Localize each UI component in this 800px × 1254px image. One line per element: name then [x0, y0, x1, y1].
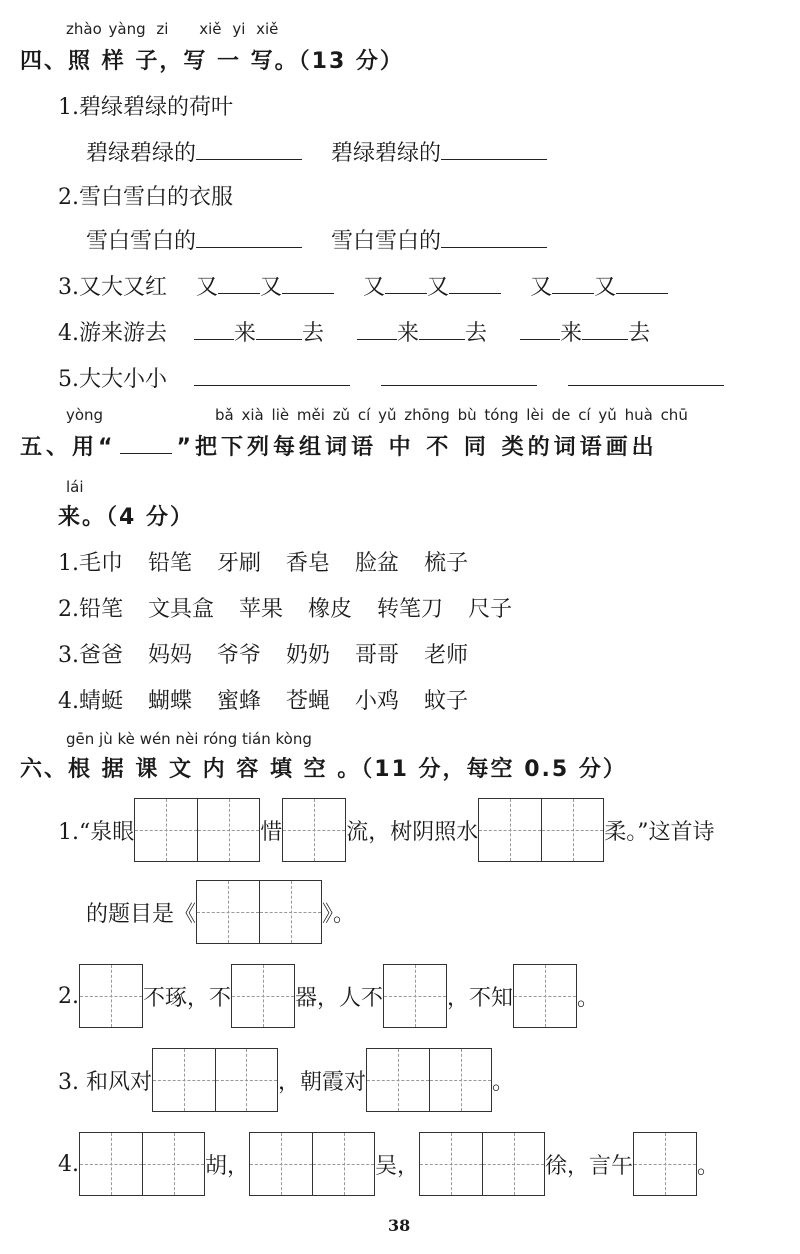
answer-blank[interactable] — [441, 139, 547, 160]
section-5-title-cont: 把下列每组词语 中 不 同 类的词语画出 — [194, 435, 658, 460]
pattern-char: 来 — [234, 321, 257, 346]
pinyin: yi — [232, 20, 246, 38]
pattern-char: 去 — [628, 321, 651, 346]
question-label: 1.碧绿碧绿的荷叶 — [58, 95, 233, 120]
question-prefix: 雪白雪白的 — [86, 229, 197, 254]
word[interactable]: 4.蜻蜓 — [58, 689, 123, 714]
pinyin: tián — [242, 730, 271, 748]
section-4-title: 四、照 样 子，写 一 写。（13 分） — [20, 49, 404, 74]
question-text: ，不知 — [447, 985, 514, 1011]
question-prefix: 碧绿碧绿的 — [86, 141, 197, 166]
answer-blank[interactable] — [282, 273, 334, 294]
word[interactable]: 妈妈 — [148, 643, 193, 668]
answer-blank[interactable] — [385, 273, 427, 294]
pattern-char: 又 — [530, 275, 553, 300]
pinyin: cí — [357, 406, 371, 424]
question-prefix: 雪白雪白的 — [331, 229, 442, 254]
section-5-title-end: 来。（4 分） — [58, 505, 194, 530]
word[interactable]: 苹果 — [239, 597, 284, 622]
question-text: 4. — [58, 1151, 79, 1177]
pinyin: xiě — [256, 20, 279, 38]
question-text: 2. — [58, 983, 79, 1009]
pinyin: gēn — [66, 730, 95, 748]
question-label: 2.雪白雪白的衣服 — [58, 185, 233, 210]
pinyin: yàng — [108, 20, 146, 38]
character-grid[interactable] — [231, 964, 295, 1028]
word[interactable]: 脸盆 — [355, 551, 400, 576]
pinyin: kè — [117, 730, 135, 748]
pattern-char: 又 — [594, 275, 617, 300]
pinyin: liè — [271, 406, 290, 424]
pinyin: cí — [578, 406, 591, 424]
character-grid[interactable] — [249, 1132, 375, 1196]
answer-blank[interactable] — [194, 365, 350, 386]
pinyin: wén — [139, 730, 171, 748]
word[interactable]: 老师 — [424, 643, 469, 668]
word[interactable]: 2.铅笔 — [58, 597, 123, 622]
question-text: 流，树阴照水 — [346, 819, 479, 845]
character-grid[interactable] — [383, 964, 447, 1028]
word[interactable]: 1.毛巾 — [58, 551, 123, 576]
pinyin: nèi — [175, 730, 199, 748]
page-number: 38 — [388, 1216, 411, 1235]
character-grid[interactable] — [152, 1048, 278, 1112]
pattern-char: 来 — [397, 321, 420, 346]
word[interactable]: 3.爸爸 — [58, 643, 123, 668]
pinyin: chū — [660, 406, 688, 424]
pinyin: kòng — [275, 730, 312, 748]
word[interactable]: 苍蝇 — [286, 689, 331, 714]
pinyin: jù — [99, 730, 113, 748]
question-text: 。 — [492, 1069, 515, 1095]
pinyin: róng — [203, 730, 238, 748]
pinyin: xià — [241, 406, 264, 424]
pinyin: yǔ — [598, 406, 617, 424]
question-text: 不琢，不 — [143, 985, 232, 1011]
question-text: 1.“泉眼 — [58, 819, 135, 845]
answer-blank[interactable] — [196, 227, 302, 248]
question-text: 的题目是《 — [86, 901, 197, 927]
character-grid[interactable] — [282, 798, 346, 862]
pattern-char: 又 — [196, 275, 219, 300]
pinyin: zi — [156, 20, 169, 38]
pattern-char: 又 — [260, 275, 283, 300]
character-grid[interactable] — [366, 1048, 492, 1112]
pinyin: de — [551, 406, 571, 424]
pattern-char: 又 — [363, 275, 386, 300]
question-label: 4.游来游去 — [58, 321, 167, 346]
word[interactable]: 香皂 — [286, 551, 331, 576]
word[interactable]: 哥哥 — [355, 643, 400, 668]
pinyin: tóng — [484, 406, 519, 424]
question-text: ，朝霞对 — [277, 1069, 366, 1095]
answer-blank[interactable] — [256, 319, 302, 340]
underline-sample — [120, 439, 172, 454]
word[interactable]: 橡皮 — [308, 597, 353, 622]
question-text: 。 — [577, 985, 600, 1011]
answer-blank[interactable] — [520, 319, 560, 340]
question-text: 》。 — [322, 901, 356, 927]
word[interactable]: 小鸡 — [355, 689, 400, 714]
character-grid[interactable] — [633, 1132, 697, 1196]
pinyin: lái — [66, 478, 84, 496]
character-grid[interactable] — [79, 964, 143, 1028]
answer-blank[interactable] — [419, 319, 465, 340]
answer-blank[interactable] — [616, 273, 668, 294]
pattern-char: 去 — [302, 321, 325, 346]
answer-blank[interactable] — [196, 139, 302, 160]
word[interactable]: 转笔刀 — [377, 597, 444, 622]
word[interactable]: 铅笔 — [148, 551, 193, 576]
word[interactable]: 蜜蜂 — [217, 689, 262, 714]
word[interactable]: 爷爷 — [217, 643, 262, 668]
word[interactable]: 蝴蝶 — [148, 689, 193, 714]
section-6-title: 六、根 据 课 文 内 容 填 空 。（11 分，每空 0.5 分） — [20, 757, 627, 782]
pinyin: huà — [624, 406, 653, 424]
word[interactable]: 文具盒 — [148, 597, 215, 622]
pinyin: bù — [457, 406, 477, 424]
pinyin: yòng — [66, 406, 104, 424]
pinyin: zhào — [66, 20, 102, 38]
character-grid[interactable] — [419, 1132, 545, 1196]
question-text: 。 — [697, 1153, 720, 1179]
answer-blank[interactable] — [218, 273, 260, 294]
answer-blank[interactable] — [552, 273, 594, 294]
question-text: 柔。”这首诗 — [604, 819, 715, 845]
word[interactable]: 牙刷 — [217, 551, 262, 576]
pinyin: zǔ — [332, 406, 351, 424]
character-grid[interactable] — [478, 798, 604, 862]
character-grid[interactable] — [513, 964, 577, 1028]
answer-blank[interactable] — [449, 273, 501, 294]
pinyin: xiě — [199, 20, 222, 38]
word[interactable]: 奶奶 — [286, 643, 331, 668]
question-prefix: 碧绿碧绿的 — [331, 141, 442, 166]
quote-mark: “ — [98, 435, 117, 460]
pinyin: lèi — [526, 406, 544, 424]
pattern-char: 来 — [560, 321, 583, 346]
quote-mark: ” — [176, 435, 195, 460]
question-text: 3. 和风对 — [58, 1069, 152, 1095]
character-grid[interactable] — [79, 1132, 205, 1196]
pattern-char: 又 — [427, 275, 450, 300]
question-text: 惜 — [260, 819, 283, 845]
answer-blank[interactable] — [582, 319, 628, 340]
answer-blank[interactable] — [441, 227, 547, 248]
question-label: 5.大大小小 — [58, 367, 167, 392]
pinyin: zhōng — [404, 406, 450, 424]
answer-blank[interactable] — [568, 365, 724, 386]
pinyin: měi — [296, 406, 325, 424]
question-text: 器，人不 — [295, 985, 384, 1011]
question-text: 吴， — [375, 1153, 420, 1179]
word[interactable]: 梳子 — [424, 551, 469, 576]
pattern-char: 去 — [465, 321, 488, 346]
question-text: 徐，言午 — [545, 1153, 634, 1179]
word[interactable]: 蚊子 — [424, 689, 469, 714]
question-label: 3.又大又红 — [58, 275, 167, 300]
word[interactable]: 尺子 — [468, 597, 513, 622]
character-grid[interactable] — [134, 798, 260, 862]
section-5-title: 五、用 — [20, 435, 99, 460]
pinyin: bǎ — [215, 406, 234, 424]
answer-blank[interactable] — [357, 319, 397, 340]
answer-blank[interactable] — [194, 319, 234, 340]
answer-blank[interactable] — [381, 365, 537, 386]
pinyin: yǔ — [378, 406, 397, 424]
character-grid[interactable] — [196, 880, 322, 944]
question-text: 胡， — [205, 1153, 250, 1179]
